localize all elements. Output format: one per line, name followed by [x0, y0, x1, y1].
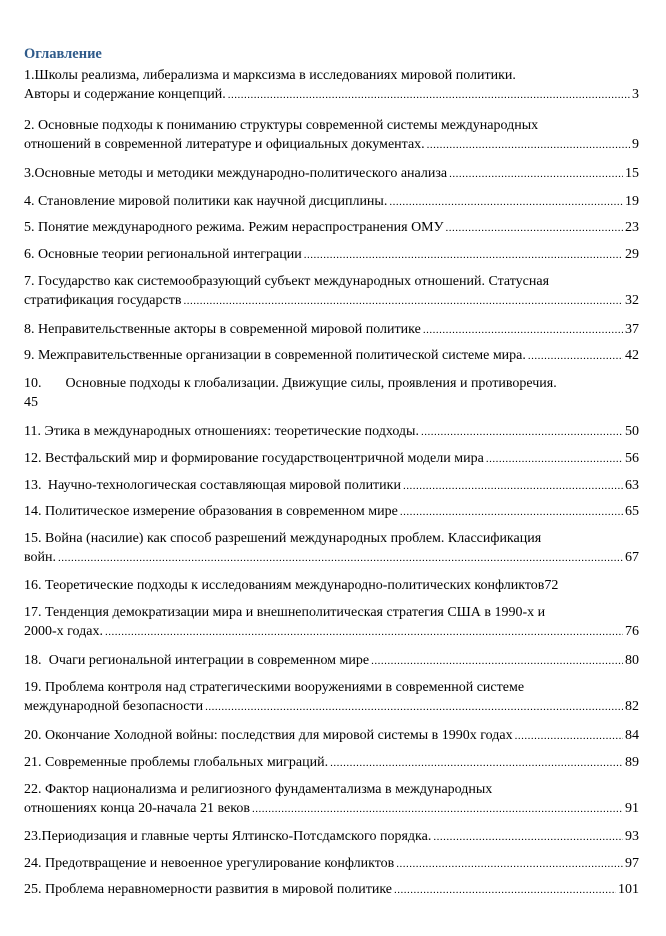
dot-leader	[423, 321, 623, 340]
toc-entry-18[interactable]	[24, 651, 639, 671]
dot-leader	[446, 219, 623, 238]
toc-entry-line1: 15. Война (насилие) как способ разрешений международных проблем. Классификация	[24, 531, 542, 546]
toc-entry-page: 32	[625, 293, 639, 308]
toc-entry-line1: 22. Фактор национализма и религиозного фундаментализма в международных	[24, 782, 493, 797]
toc-entry-page: 9	[632, 137, 639, 152]
toc-entry-7[interactable]	[24, 272, 639, 311]
toc-entry-text: 2000-х годах.	[24, 624, 103, 639]
toc-entry-text: Авторы и содержание концепций.	[24, 87, 226, 102]
toc-entry-13[interactable]	[24, 476, 639, 496]
toc-entry-11[interactable]	[24, 422, 639, 442]
toc-entry-text: 25. Проблема неравномерности развития в мировой политике	[24, 882, 392, 897]
toc-entry-page: 93	[625, 829, 639, 844]
dot-leader	[433, 828, 623, 847]
toc-entry-page: 72	[544, 578, 559, 593]
toc-entry-21[interactable]	[24, 753, 639, 773]
toc-title: Оглавление	[24, 46, 102, 62]
dot-leader	[183, 292, 623, 311]
toc-entry-15[interactable]	[24, 529, 639, 568]
toc-entry-text: 24. Предотвращение и невоенное урегулирование конфликтов	[24, 856, 395, 871]
toc-entry-text: 8. Неправительственные акторы в современной мировой политике	[24, 322, 421, 337]
toc-entry-text: отношений в современной литературе и официальных документах.	[24, 137, 425, 152]
toc-entry-5[interactable]	[24, 218, 639, 238]
toc-entry-12[interactable]	[24, 449, 639, 469]
toc-entry-25[interactable]	[24, 880, 639, 900]
toc-entry-16[interactable]	[24, 576, 639, 595]
dot-leader	[58, 549, 623, 568]
toc-entry-text: стратификация государств	[24, 293, 182, 308]
toc-entry-2[interactable]	[24, 116, 639, 155]
toc-entry-22[interactable]	[24, 780, 639, 819]
toc-entry-page: 97	[625, 856, 639, 871]
toc-entry-text: 14. Политическое измерение образования в современном мире	[24, 504, 398, 519]
toc-entry-6[interactable]	[24, 245, 639, 265]
toc-entry-text: отношениях конца 20-начала 21 веков	[24, 801, 250, 816]
toc-entry-page: 37	[625, 322, 639, 337]
dot-leader	[371, 652, 623, 671]
toc-entry-24[interactable]	[24, 854, 639, 874]
toc-entry-page: 91	[625, 801, 639, 816]
toc-entry-8[interactable]	[24, 320, 639, 340]
toc-entry-text: 3.Основные методы и методики международно-политического анализа	[24, 166, 448, 181]
toc-entry-line1: 19. Проблема контроля над стратегическими вооружениями в современной системе	[24, 680, 525, 695]
dot-leader	[421, 423, 623, 442]
dot-leader	[228, 86, 630, 105]
toc-entry-page: 76	[625, 624, 639, 639]
toc-entry-text: 21. Современные проблемы глобальных миграций.	[24, 755, 329, 770]
dot-leader	[396, 855, 623, 874]
toc-entry-page: 42	[625, 348, 639, 363]
toc-entry-17[interactable]	[24, 603, 639, 642]
toc-entry-page: 65	[625, 504, 639, 519]
toc-entry-page: 80	[625, 653, 639, 668]
toc-entry-1[interactable]	[24, 66, 639, 105]
toc-entry-line1: Основные подходы к глобализации. Движущие силы, проявления и противоречия.	[65, 376, 557, 391]
toc-entry-10[interactable]	[24, 374, 639, 412]
toc-entry-19[interactable]	[24, 678, 639, 717]
toc-entry-line1: 2. Основные подходы к пониманию структуры современной системы международных	[24, 118, 539, 133]
dot-leader	[528, 347, 623, 366]
toc-entry-page: 67	[625, 550, 639, 565]
toc-entry-page: 56	[625, 451, 639, 466]
dot-leader	[330, 754, 623, 773]
dot-leader	[205, 698, 623, 717]
toc-entry-text: 23.Периодизация и главные черты Ялтинско-Потсдамского порядка.	[24, 829, 432, 844]
toc-entry-20[interactable]	[24, 726, 639, 746]
dot-leader	[304, 246, 623, 265]
toc-entry-9[interactable]	[24, 346, 639, 366]
toc-entry-line1: 17. Тенденция демократизации мира и внешнеполитическая стратегия США в 1990-х и	[24, 605, 546, 620]
toc-entry-page: 45	[24, 395, 38, 410]
dot-leader	[486, 450, 623, 469]
toc-entry-text: 6. Основные теории региональной интеграции	[24, 247, 302, 262]
toc-entry-page: 19	[625, 194, 639, 209]
toc-entry-3[interactable]	[24, 164, 639, 184]
dot-leader	[394, 881, 616, 900]
toc-entry-line1: 7. Государство как системообразующий субъект международных отношений. Статусная	[24, 274, 550, 289]
toc-entry-page: 29	[625, 247, 639, 262]
toc-entry-text: международной безопасности	[24, 699, 204, 714]
toc-entry-line1: 1.Школы реализма, либерализма и марксизма в исследованиях мировой политики.	[24, 68, 516, 83]
dot-leader	[400, 503, 623, 522]
toc-entry-page: 63	[625, 478, 639, 493]
toc-entry-23[interactable]	[24, 827, 639, 847]
toc-entry-page: 50	[625, 424, 639, 439]
dot-leader	[449, 165, 623, 184]
toc-entry-page: 101	[618, 882, 639, 897]
toc-entry-14[interactable]	[24, 502, 639, 522]
dot-leader	[515, 727, 623, 746]
toc-entry-text: 9. Межправительственные организации в современной политической системе мира.	[24, 348, 526, 363]
toc-entry-text: 12. Вестфальский мир и формирование государствоцентричной модели мира	[24, 451, 484, 466]
toc-entry-page: 3	[632, 87, 639, 102]
toc-entry-text: Научно-технологическая составляющая мировой политики	[47, 478, 401, 493]
toc-entry-page: 84	[625, 728, 639, 743]
dot-leader	[105, 623, 623, 642]
toc-entry-page: 15	[625, 166, 639, 181]
toc-entry-text: 16. Теоретические подходы к исследованиям международно-политических конфликтов	[24, 578, 545, 593]
toc-entry-text: 20. Окончание Холодной войны: последствия для мировой системы в 1990х годах	[24, 728, 513, 743]
toc-entry-page: 82	[625, 699, 639, 714]
toc-entry-page: 23	[625, 220, 639, 235]
dot-leader	[427, 136, 630, 155]
dot-leader	[403, 477, 623, 496]
toc-entry-number: 18.	[24, 653, 42, 668]
toc-entry-page: 89	[625, 755, 639, 770]
toc-entry-number: 13.	[24, 478, 42, 493]
toc-entry-4[interactable]	[24, 192, 639, 212]
toc-entry-text: Очаги региональной интеграции в современном мире	[48, 653, 370, 668]
toc-entry-text: 11. Этика в международных отношениях: теоретические подходы.	[24, 424, 419, 439]
dot-leader	[389, 193, 623, 212]
toc-entry-text: 4. Становление мировой политики как научной дисциплины.	[24, 194, 388, 209]
dot-leader	[252, 800, 623, 819]
toc-entry-text: 5. Понятие международного режима. Режим нераспространения ОМУ	[24, 220, 444, 235]
toc-entry-text: войн.	[24, 550, 56, 565]
toc-entry-number: 10.	[24, 376, 42, 391]
